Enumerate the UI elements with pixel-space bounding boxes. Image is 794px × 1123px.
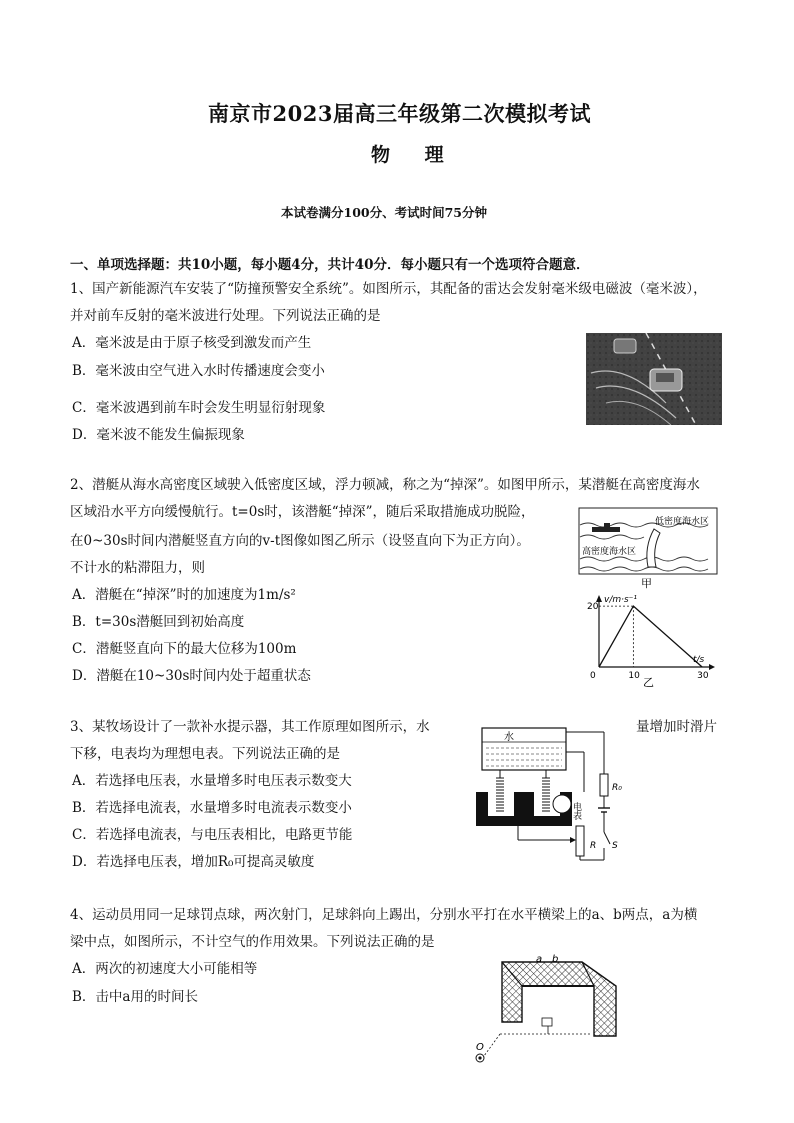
q2-vt-chart	[585, 592, 715, 688]
q4-stem-line1: 4、运动员用同一足球罚点球，两次射门，足球斜向上踢出，分别水平打在水平横梁上的a、b两点，a为横	[70, 907, 698, 923]
q3-stem-line1b: 量增加时滑片	[636, 719, 717, 735]
vt-xlabel: t/s	[693, 655, 705, 665]
vt-series-line	[599, 606, 702, 667]
vt-x-tick-10: 10	[628, 671, 640, 681]
q3-option-c: C．若选择电流表，与电压表相比，电路更节能	[72, 827, 353, 843]
q3-water-label: 水	[504, 732, 514, 743]
q4-option-b: B．击中a用的时间长	[72, 989, 198, 1005]
q3-s-label: S	[612, 841, 618, 851]
q4-stem-line2: 梁中点，如图所示，不计空气的作用效果。下列说法正确的是	[70, 934, 435, 950]
q4-point-a-label: a	[536, 954, 543, 965]
q1-car-radar-photo	[586, 333, 722, 425]
q2-stem-line3: 在0~30s时间内潜艇竖直方向的v-t图像如图乙所示（设竖直向下为正方向）。	[70, 533, 530, 549]
q1-option-b: B．毫米波由空气进入水时传播速度会变小	[72, 363, 325, 379]
q4-origin-label: O	[476, 1042, 484, 1053]
q1-option-c: C．毫米波遇到前车时会发生明显衍射现象	[72, 400, 326, 416]
q2-option-d: D．潜艇在10~30s时间内处于超重状态	[72, 668, 311, 684]
q2-low-density-label: 低密度海水区	[655, 517, 710, 527]
q3-stem-line2: 下移，电表均为理想电表。下列说法正确的是	[70, 746, 340, 762]
subject-title: 物 理	[371, 144, 458, 166]
q1-stem-line2: 并对前车反射的毫米波进行处理。下列说法正确的是	[70, 308, 381, 324]
vt-ylabel: v/m·s⁻¹	[604, 595, 638, 605]
q2-option-a: A．潜艇在“掉深”时的加速度为1m/s²	[72, 587, 296, 603]
q3-option-b: B．若选择电流表，水量增多时电流表示数变小	[72, 800, 352, 816]
q3-stem-line1a: 3、某牧场设计了一款补水提示器，其工作原理如图所示，水	[70, 719, 430, 735]
q1-stem-line1: 1、国产新能源汽车安装了“防撞预警安全系统”。如图所示，其配备的雷达会发射毫米级电磁波（毫米波），	[70, 281, 707, 297]
q4-point-b-label: b	[552, 954, 559, 965]
q2-high-density-label: 高密度海水区	[582, 547, 637, 557]
vt-x-tick-30: 30	[697, 671, 709, 681]
vt-y-arrow	[596, 595, 602, 602]
vt-y-tick-20: 20	[587, 602, 599, 613]
q4-option-a: A．两次的初速度大小可能相等	[72, 961, 258, 977]
q1-option-d: D．毫米波不能发生偏振现象	[72, 427, 245, 443]
vt-caption: 乙	[643, 676, 654, 688]
q3-r0-label: R₀	[612, 783, 622, 793]
q2-option-b: B．t=30s潜艇回到初始高度	[72, 614, 245, 630]
q2-stem-line2: 区域沿水平方向缓慢航行。t=0s时，该潜艇“掉深”，随后采取措施成功脱险，	[70, 504, 535, 520]
section-heading: 一、单项选择题：共10小题，每小题4分，共计40分．每小题只有一个选项符合题意．	[70, 257, 590, 273]
exam-note: 本试卷满分100分、考试时间75分钟	[281, 205, 487, 220]
q3-meter-label: 电表	[571, 802, 581, 820]
q2-option-c: C．潜艇竖直向下的最大位移为100m	[72, 641, 297, 657]
exam-title: 南京市2023届高三年级第二次模拟考试	[208, 101, 591, 126]
q2-stem-line1: 2、潜艇从海水高密度区域驶入低密度区域，浮力顿减，称之为“掉深”。如图甲所示，某潜艇在高密度海水	[70, 477, 700, 493]
q3-circuit-figure	[470, 722, 630, 870]
q3-option-d: D．若选择电压表，增加R₀可提高灵敏度	[72, 854, 315, 870]
q3-r-label: R	[590, 841, 597, 851]
q4-goal-figure	[470, 952, 630, 1068]
q1-option-a: A．毫米波是由于原子核受到激发而产生	[72, 335, 312, 351]
q2-figure-jia	[578, 507, 718, 589]
vt-x-tick-0: 0	[590, 671, 596, 681]
q2-stem-line4: 不计水的粘滞阻力，则	[70, 560, 205, 576]
q2-fig-jia-caption: 甲	[641, 577, 652, 589]
vt-x-arrow	[709, 664, 715, 670]
q3-option-a: A．若选择电压表，水量增多时电压表示数变大	[72, 773, 352, 789]
